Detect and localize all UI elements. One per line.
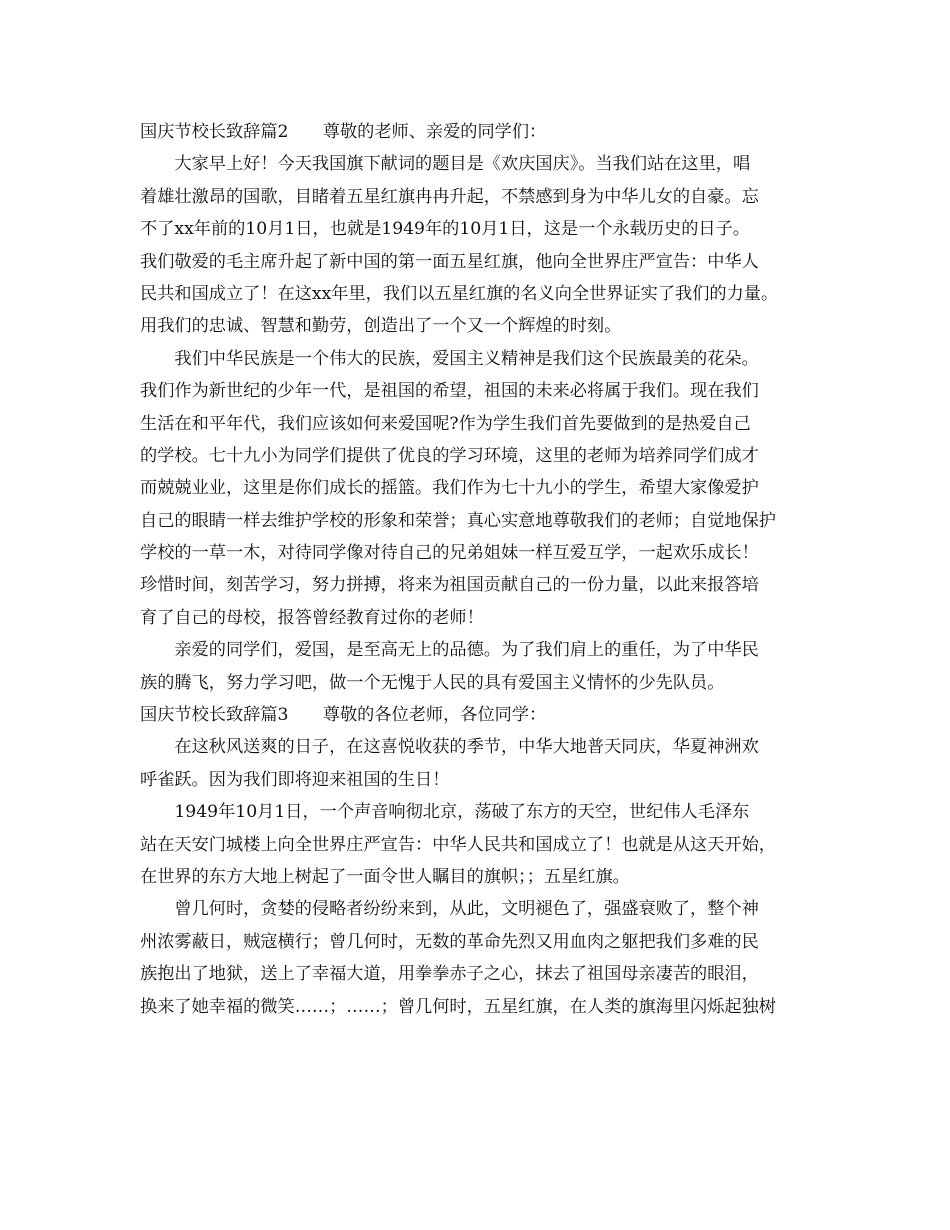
- text-line: 族的腾飞，努力学习吧，做一个无愧于人民的具有爱国主义情怀的少先队员。: [140, 672, 725, 693]
- text-line: 的学校。七十九小为同学们提供了优良的学习环境，这里的老师为培养同学们成才: [140, 445, 759, 466]
- text-line: 学校的一草一木，对待同学像对待自己的兄弟姐妹一样互爱互学，一起欢乐成长！: [140, 543, 759, 564]
- text-line: 珍惜时间，刻苦学习，努力拼搏，将来为祖国贡献自己的一份力量，以此来报答培: [140, 575, 759, 596]
- heading-speech-2: 国庆节校长致辞篇2 尊敬的老师、亲爱的同学们：: [140, 122, 547, 142]
- text-line: 我们中华民族是一个伟大的民族，爱国主义精神是我们这个民族最美的花朵。: [140, 348, 759, 369]
- text-line: 我们作为新世纪的少年一代，是祖国的希望，祖国的未来必将属于我们。现在我们: [140, 381, 759, 402]
- text-line: 不了xx年前的10月1日，也就是1949年的10月1日，这是一个永载历史的日子。: [140, 219, 750, 240]
- text-line: 自己的眼睛一样去维护学校的形象和荣誉；真心实意地尊敬我们的老师；自觉地保护: [140, 510, 776, 531]
- text-line: 我们敬爱的毛主席升起了新中国的第一面五星红旗，他向全世界庄严宣告：中华人: [140, 251, 759, 272]
- text-line: 大家早上好！今天我国旗下献词的题目是《欢庆国庆》。当我们站在这里，唱: [140, 154, 751, 175]
- text-line: 用我们的忠诚、智慧和勤劳，创造出了一个又一个辉煌的时刻。: [140, 316, 622, 337]
- text-line: 1949年10月1日，一个声音响彻北京，荡破了东方的天空，世纪伟人毛泽东: [140, 802, 750, 823]
- text-line: 在这秋风送爽的日子，在这喜悦收获的季节，中华大地普天同庆，华夏神洲欢: [140, 737, 759, 758]
- heading-speech-3: 国庆节校长致辞篇3 尊敬的各位老师，各位同学：: [140, 705, 547, 726]
- text-line: 族抱出了地狱，送上了幸福大道，用拳拳赤子之心，抹去了祖国母亲凄苦的眼泪，: [140, 964, 759, 985]
- text-line: 换来了她幸福的微笑……；……；曾几何时，五星红旗，在人类的旗海里闪烁起独树: [140, 996, 776, 1017]
- text-line: 生活在和平年代，我们应该如何来爱国呢?作为学生我们首先要做到的是热爱自己: [140, 413, 751, 434]
- text-line: 呼雀跃。因为我们即将迎来祖国的生日！: [140, 769, 450, 790]
- text-line: 曾几何时，贪婪的侵略者纷纷来到，从此，文明褪色了，强盛衰败了，整个神: [140, 899, 759, 920]
- text-line: 在世界的东方大地上树起了一面令世人瞩目的旗帜；；五星红旗。: [140, 866, 630, 887]
- document-body: [140, 116, 830, 1023]
- text-line: 育了自己的母校，报答曾经教育过你的老师！: [140, 607, 484, 628]
- text-line: 民共和国成立了！在这xx年里，我们以五星红旗的名义向全世界证实了我们的力量。: [140, 283, 779, 304]
- text-line: 着雄壮激昂的国歌，目睹着五星红旗冉冉升起，不禁感到身为中华儿女的自豪。忘: [140, 186, 759, 207]
- text-line: 亲爱的同学们，爱国，是至高无上的品德。为了我们肩上的重任，为了中华民: [140, 640, 759, 661]
- text-line: 站在天安门城楼上向全世界庄严宣告：中华人民共和国成立了！也就是从这天开始，: [140, 834, 776, 855]
- text-line: 州浓雾蔽日，贼寇横行；曾几何时，无数的革命先烈又用血肉之躯把我们多难的民: [140, 931, 759, 952]
- text-line: 而兢兢业业，这里是你们成长的摇篮。我们作为七十九小的学生，希望大家像爱护: [140, 478, 759, 499]
